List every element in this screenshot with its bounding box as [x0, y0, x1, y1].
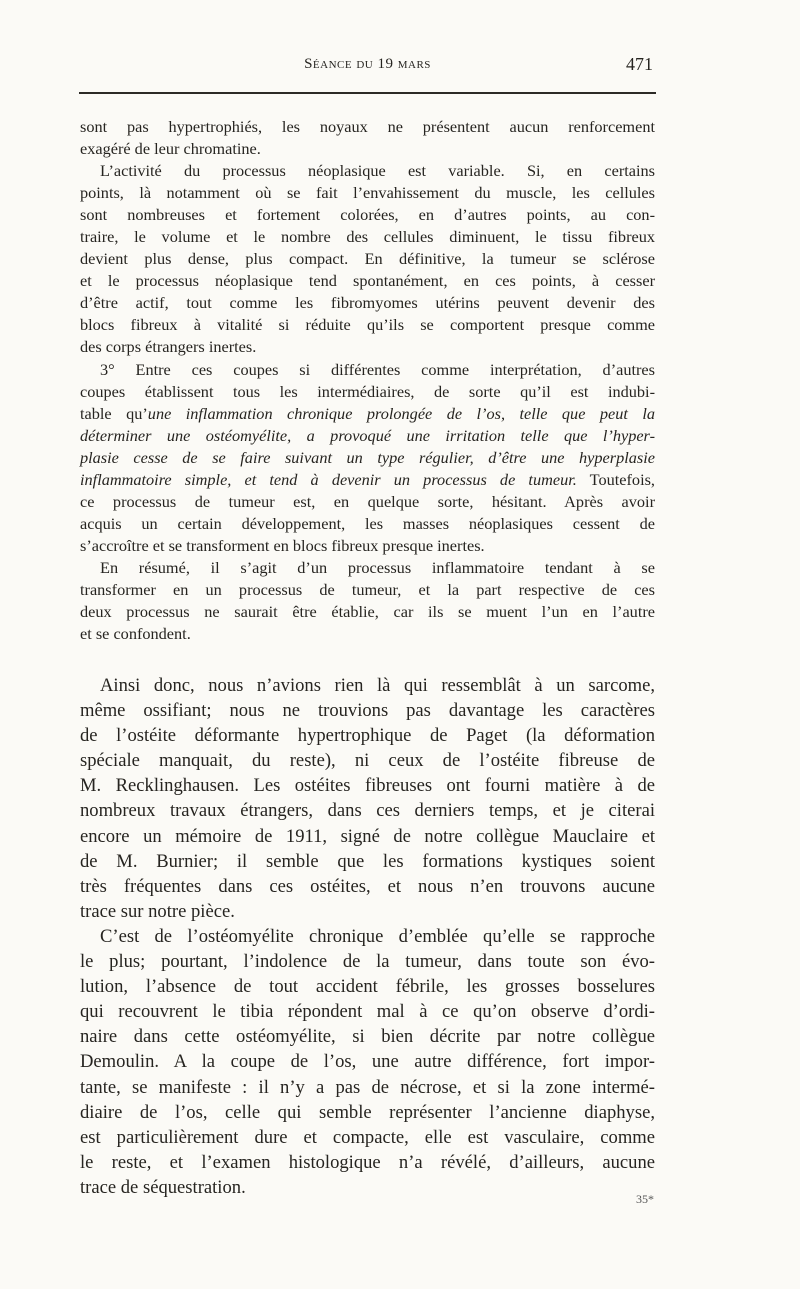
text-line: deux processus ne saurait être établie, car ils se muent l’un en l’autre — [80, 602, 655, 622]
text-line: des corps étrangers inertes. — [80, 337, 257, 357]
text-line: exagéré de leur chromatine. — [80, 139, 261, 159]
small-print-section — [80, 116, 655, 645]
text-line: qui recouvrent le tibia répondent mal à ce qu’on observe d’ordi- — [80, 1001, 655, 1023]
italic-segment: déterminer une ostéomyélite, a provoqué une irritation telle que l’hyper- — [80, 425, 655, 445]
text-line: traire, le volume et le nombre des cellules diminuent, le tissu fibreux — [80, 227, 655, 247]
text-line: le plus; pourtant, l’indolence de la tumeur, dans toute son évo- — [80, 951, 655, 973]
text-line: acquis un certain développement, les masses néoplasiques cessent de — [80, 513, 655, 533]
text-line: de M. Burnier; il semble que les formations kystiques soient — [80, 850, 655, 872]
text-line: sont nombreuses et fortement colorées, en d’autres points, au con- — [80, 205, 655, 225]
paragraph — [80, 359, 655, 557]
text-line: naire dans cette ostéomyélite, si bien décrite par notre collègue — [80, 1026, 655, 1048]
text-line: spéciale manquait, du reste), ni ceux de l’ostéite fibreuse de — [80, 750, 655, 772]
text-line: tante, se manifeste : il n’y a pas de nécrose, et si la zone intermé- — [80, 1076, 655, 1098]
text-segment: Toutefois, — [576, 469, 655, 489]
paragraph — [80, 557, 655, 645]
text-line: diaire de l’os, celle qui semble représenter l’ancienne diaphyse, — [80, 1101, 655, 1123]
text-line: Ainsi donc, nous n’avions rien là qui ressemblât à un sarcome, — [100, 675, 655, 696]
text-line: trace sur notre pièce. — [80, 900, 235, 922]
text-line: le reste, et l’examen histologique n’a révélé, d’ailleurs, aucune — [80, 1151, 655, 1173]
text-line: sont pas hypertrophiés, les noyaux ne présentent aucun renforcement — [80, 117, 655, 136]
text-line: lution, l’absence de tout accident fébrile, les grosses bosselures — [80, 976, 655, 998]
text-line: s’accroître et se transforment en blocs fibreux presque inertes. — [80, 535, 485, 555]
signature-mark: 35* — [636, 1192, 654, 1206]
paragraph — [80, 924, 655, 1200]
text-line: nombreux travaux étrangers, dans ces derniers temps, et je citerai — [80, 800, 655, 822]
paragraph — [80, 160, 655, 358]
text-line — [80, 403, 655, 425]
running-header — [80, 56, 655, 80]
text-line: et le processus néoplasique tend spontanément, en ces points, à cesser — [80, 271, 655, 291]
page-number: 471 — [626, 54, 653, 74]
italic-segment: plasie cesse de se faire suivant un type régulier, d’être une hyperplasie — [80, 447, 655, 467]
text-line: C’est de l’ostéomyélite chronique d’emblée qu’elle se rapproche — [100, 925, 655, 947]
text-line — [80, 469, 655, 491]
running-title: Séance du 19 mars — [304, 56, 431, 72]
text-line: et se confondent. — [80, 624, 191, 644]
text-line: très fréquentes dans ces ostéites, et nous n’en trouvons aucune — [80, 875, 655, 897]
text-line — [80, 425, 655, 447]
text-line: encore un mémoire de 1911, signé de notre collègue Mauclaire et — [80, 825, 655, 847]
text-line: transformer en un processus de tumeur, et la part respective de ces — [80, 579, 655, 599]
paragraph — [80, 673, 655, 924]
paragraph — [80, 116, 655, 160]
main-text-section — [80, 673, 655, 1200]
text-line: d’être actif, tout comme les fibromyomes utérins peuvent devenir des — [80, 293, 655, 313]
text-line: devient plus dense, plus compact. En définitive, la tumeur se sclérose — [80, 249, 655, 269]
text-line: En résumé, il s’agit d’un processus inflammatoire tendant à se — [100, 557, 655, 577]
text-segment: table qu’ — [80, 403, 148, 423]
text-line: blocs fibreux à vitalité si réduite qu’ils se comportent presque comme — [80, 315, 655, 335]
text-line: L’activité du processus néoplasique est variable. Si, en certains — [100, 161, 655, 181]
header-rule — [79, 92, 656, 94]
text-line: M. Recklinghausen. Les ostéites fibreuses ont fourni matière à de — [80, 775, 655, 797]
text-line: Demoulin. A la coupe de l’os, une autre différence, fort impor- — [80, 1051, 655, 1073]
text-line: coupes établissent tous les intermédiaires, de sorte qu’il est indubi- — [80, 381, 655, 401]
text-line: ce processus de tumeur est, en quelque sorte, hésitant. Après avoir — [80, 491, 655, 511]
text-line — [80, 447, 655, 469]
text-line: 3° Entre ces coupes si différentes comme interprétation, d’autres — [100, 359, 655, 379]
text-line: trace de séquestration. — [80, 1176, 246, 1198]
text-line: points, là notamment où se fait l’envahissement du muscle, les cellules — [80, 183, 655, 203]
text-line: est particulièrement dure et compacte, elle est vasculaire, comme — [80, 1126, 655, 1148]
text-line: même ossifiant; nous ne trouvions pas davantage les caractères — [80, 700, 655, 722]
italic-segment: une inflammation chronique prolongée de l’os, telle que peut la — [147, 403, 655, 423]
italic-segment: inflammatoire simple, et tend à devenir un processus de tumeur. — [80, 469, 577, 489]
text-line: de l’ostéite déformante hypertrophique de Paget (la déformation — [80, 725, 655, 747]
